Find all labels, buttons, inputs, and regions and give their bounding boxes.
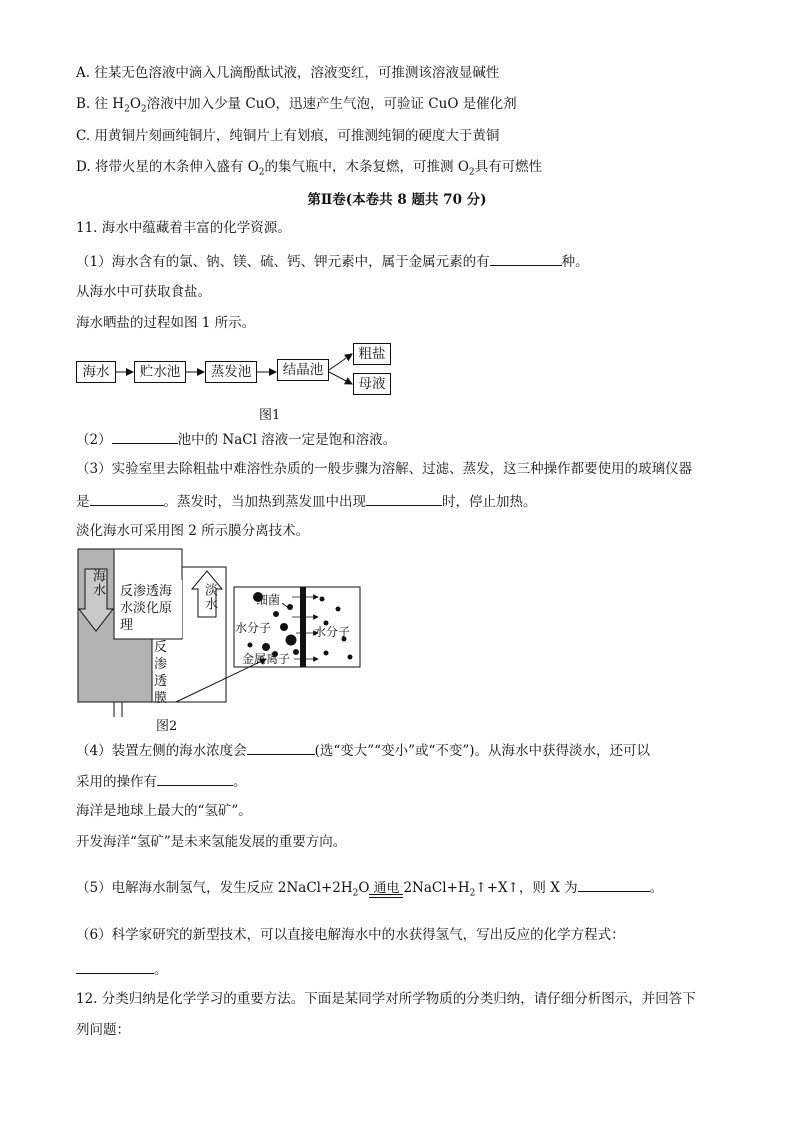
option-d: D. 将带火星的木条伸入盛有 $O_2$的集气瓶中，木条复燃，可推测 $O_2$具有可燃性 <box>76 159 543 178</box>
q11-part3-line1: （3）实验室里去除粗盐中难溶性杂质的一般步骤为溶解、过滤、蒸发，这三种操作都要使用的玻璃仪器 <box>76 461 693 477</box>
fig1-arrows <box>76 340 396 400</box>
fig1-box-storage: 贮水池 <box>134 361 186 383</box>
fig2-bacteria-label: 细菌 <box>256 593 281 607</box>
q11-part6-answer: 。 <box>76 958 168 980</box>
q12-line2: 列问题： <box>76 1022 130 1038</box>
fig2-principle-label: 反渗透海水淡化原理 <box>120 584 173 633</box>
fig1-caption: 图1 <box>259 408 281 423</box>
q11-part1: （1）海水含有的氯、钠、镁、硫、钙、钾元素中，属于金属元素的有 种。 <box>76 250 589 272</box>
fig2-water-left-label: 水分子 <box>235 621 272 635</box>
section-title: 第Ⅱ卷(本卷共 8 题共 70 分) <box>307 192 487 208</box>
fig2-intro: 淡化海水可采用图 2 所示膜分离技术。 <box>76 523 310 539</box>
salt-intro: 从海水中可获取食盐。 <box>76 284 211 300</box>
q12-line1: 12. 分类归纳是化学学习的重要方法。下面是某同学对所学物质的分类归纳，请仔细分析图示，并回答下 <box>76 991 696 1007</box>
hydrogen-intro-1: 海洋是地球上最大的“氢矿”。 <box>76 803 252 819</box>
q11-part3-line2: 是 。蒸发时，当加热到蒸发皿中出现 时，停止加热。 <box>76 490 537 512</box>
fig2-membrane-label: 反渗透膜 <box>154 640 168 706</box>
figure-1 <box>76 340 396 430</box>
fig2-metal-ion-label: 金属离子 <box>242 652 291 666</box>
option-a: A. 往某无色溶液中滴入几滴酚酞试液，溶液变红，可推测该溶液显碱性 <box>76 65 500 81</box>
fig1-box-crude-salt: 粗盐 <box>353 343 391 365</box>
option-c: C. 用黄铜片刻画纯铜片，纯铜片上有划痕，可推测纯铜的硬度大于黄铜 <box>76 128 500 144</box>
q11-part5: （5）电解海水制氢气，发生反应 $2NaCl+2H_2O$ 通电 $2NaCl+H_2↑+X↑$，则 X 为 。 <box>76 876 663 904</box>
fig2-seawater-label: 海水 <box>90 569 105 597</box>
option-b: B. 往 $H_2O_2$溶液中加入少量 CuO，迅速产生气泡，可验证 CuO 是催化剂 <box>76 96 517 115</box>
fig2-water-right-label: 水分子 <box>314 625 351 639</box>
q11-stem: 11. 海水中蕴藏着丰富的化学资源。 <box>76 220 291 236</box>
fig2-freshwater-label: 淡水 <box>202 583 217 611</box>
figure-2 <box>76 547 366 737</box>
hydrogen-intro-2: 开发海洋“氢矿”是未来氢能发展的重要方向。 <box>76 834 347 850</box>
fig1-box-evaporation: 蒸发池 <box>205 361 257 383</box>
q11-part2: （2） 池中的 NaCl 溶液一定是饱和溶液。 <box>76 428 396 450</box>
fig1-box-crystal: 结晶池 <box>277 359 329 381</box>
fig1-box-mother-liquor: 母液 <box>353 373 391 395</box>
q11-part4-line1: （4）装置左侧的海水浓度会 (选“变大”“变小”或“不变”)。从海水中获得淡水，还可以 <box>76 739 650 761</box>
fig1-intro: 海水晒盐的过程如图 1 所示。 <box>76 315 256 331</box>
q11-part4-line2: 采用的操作有 。 <box>76 770 247 792</box>
fig2-caption: 图2 <box>156 719 178 734</box>
q11-part6: （6）科学家研究的新型技术，可以直接电解海水中的水获得氢气，写出反应的化学方程式： <box>76 927 625 943</box>
reaction-condition: 通电 <box>369 894 403 904</box>
fig1-box-seawater: 海水 <box>76 361 116 383</box>
